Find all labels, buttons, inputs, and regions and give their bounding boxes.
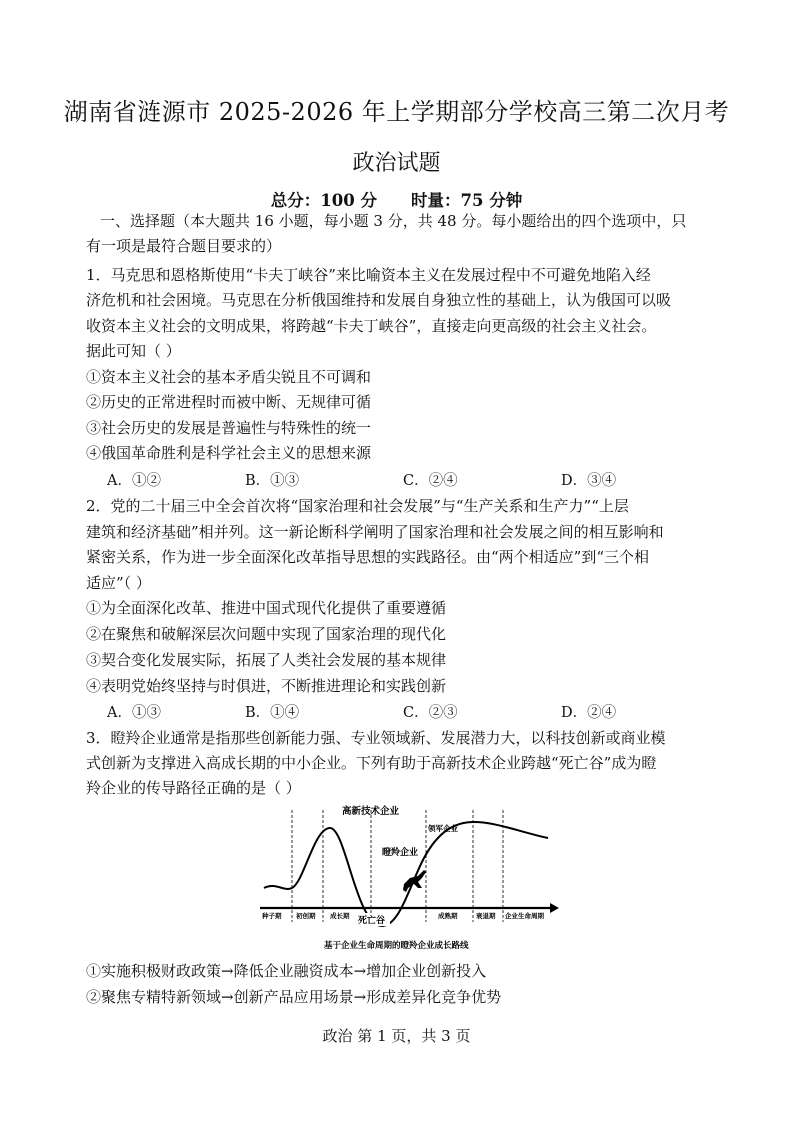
- q3-stem-line: 羚企业的传导路径正确的是（ ）: [86, 779, 301, 797]
- top-label: 高新技术企业: [342, 806, 400, 817]
- gazelle-label: 瞪羚企业: [382, 848, 419, 858]
- q1-stem-line: 济危机和社会困境。马克思在分析俄国维持和发展自身独立性的基础上，认为俄国可以吸: [86, 291, 672, 309]
- total-score: 总分：100 分: [270, 191, 377, 210]
- q2-statement: ④表明党始终坚持与时俱进，不断推进理论和实践创新: [86, 677, 447, 695]
- q1-stem-line: 收资本主义社会的文明成果，将跨越“卡夫丁峡谷”，直接走向更高级的社会主义社会。: [86, 317, 657, 335]
- stage-label: 成熟期: [438, 912, 458, 920]
- axis-arrow-icon: [550, 903, 559, 913]
- time-limit: 时量：75 分钟: [410, 191, 523, 210]
- stage-label: 初创期: [296, 912, 316, 920]
- section-instruction-line2: 有一项是最符合题目要求的）: [86, 237, 282, 255]
- figure-caption: 基于企业生命周期的瞪羚企业成长路线: [324, 941, 469, 951]
- q1-statement: ③社会历史的发展是普遍性与特殊性的统一: [86, 419, 372, 437]
- stage-dividers: [292, 810, 503, 922]
- q2-statement: ①为全面深化改革、推进中国式现代化提供了重要遵循: [86, 599, 447, 617]
- q2-option-c[interactable]: C．②③: [403, 705, 458, 721]
- q3-statement: ①实施积极财政政策→降低企业融资成本→增加企业创新投入: [86, 962, 487, 980]
- stage-label: 企业生命周期: [505, 912, 544, 920]
- q1-option-b[interactable]: B．①③: [245, 473, 300, 489]
- q2-stem-line: 紧密关系，作为进一步全面深化改革指导思想的实践路径。由“两个相适应”到“三个相: [86, 548, 650, 566]
- q1-stem-line: 1．马克思和恩格斯使用“卡夫丁峡谷”来比喻资本主义在发展过程中不可避免地陷入经: [86, 266, 651, 284]
- lifecycle-diagram: [258, 800, 560, 956]
- growth-curve: [264, 822, 548, 926]
- q2-stem-line: 建筑和经济基础”相并列。这一新论断科学阐明了国家治理和社会发展之间的相互影响和: [86, 523, 664, 541]
- q2-option-a[interactable]: A．①③: [107, 705, 161, 721]
- q1-statement: ④俄国革命胜利是科学社会主义的思想来源: [86, 444, 372, 462]
- exam-title: 湖南省涟源市 2025-2026 年上学期部分学校高三第二次月考: [63, 98, 730, 126]
- q1-statement: ②历史的正常进程时而被中断、无规律可循: [86, 393, 372, 411]
- stage-label: 种子期: [262, 912, 282, 920]
- q2-option-b[interactable]: B．①④: [245, 705, 300, 721]
- q1-option-c[interactable]: C．②④: [403, 473, 458, 489]
- q3-stem-line: 3．瞪羚企业通常是指那些创新能力强、专业领域新、发展潜力大，以科技创新或商业模: [86, 729, 666, 747]
- stage-label: 衰退期: [476, 912, 496, 920]
- q3-stem-line: 式创新为支撑进入高成长期的中小企业。下列有助于高新技术企业跨越“死亡谷”成为瞪: [86, 754, 657, 772]
- stage-label: 成长期: [330, 912, 350, 920]
- q2-option-d[interactable]: D．②④: [561, 705, 617, 721]
- q2-stem-line: 适应”（ ）: [86, 574, 151, 592]
- stage-labels: [261, 911, 545, 920]
- valley-label: 死亡谷: [358, 916, 386, 926]
- exam-subject: 政治试题: [352, 151, 441, 176]
- lifecycle-figure: [258, 800, 560, 956]
- page-footer: 政治 第 1 页，共 3 页: [322, 1027, 471, 1045]
- q1-statement: ①资本主义社会的基本矛盾尖锐且不可调和: [86, 368, 372, 386]
- leader-label: 领军企业: [428, 824, 458, 833]
- q2-statement: ③契合变化发展实际，拓展了人类社会发展的基本规律: [86, 651, 447, 669]
- q3-statement: ②聚焦专精特新领域→创新产品应用场景→形成差异化竞争优势: [86, 988, 502, 1006]
- q1-option-d[interactable]: D．③④: [561, 473, 617, 489]
- q1-stem-line: 据此可知（ ）: [86, 342, 181, 360]
- q2-statement: ②在聚焦和破解深层次问题中实现了国家治理的现代化: [86, 625, 447, 643]
- gazelle-icon: [403, 870, 426, 892]
- q2-stem-line: 2．党的二十届三中全会首次将“国家治理和社会发展”与“生产关系和生产力”“上层: [86, 497, 629, 515]
- exam-meta: [0, 187, 793, 211]
- q1-option-a[interactable]: A．①②: [107, 473, 161, 489]
- section-instruction-line1: 一、选择题（本大题共 16 小题，每小题 3 分，共 48 分。每小题给出的四个选项中，只: [100, 212, 687, 230]
